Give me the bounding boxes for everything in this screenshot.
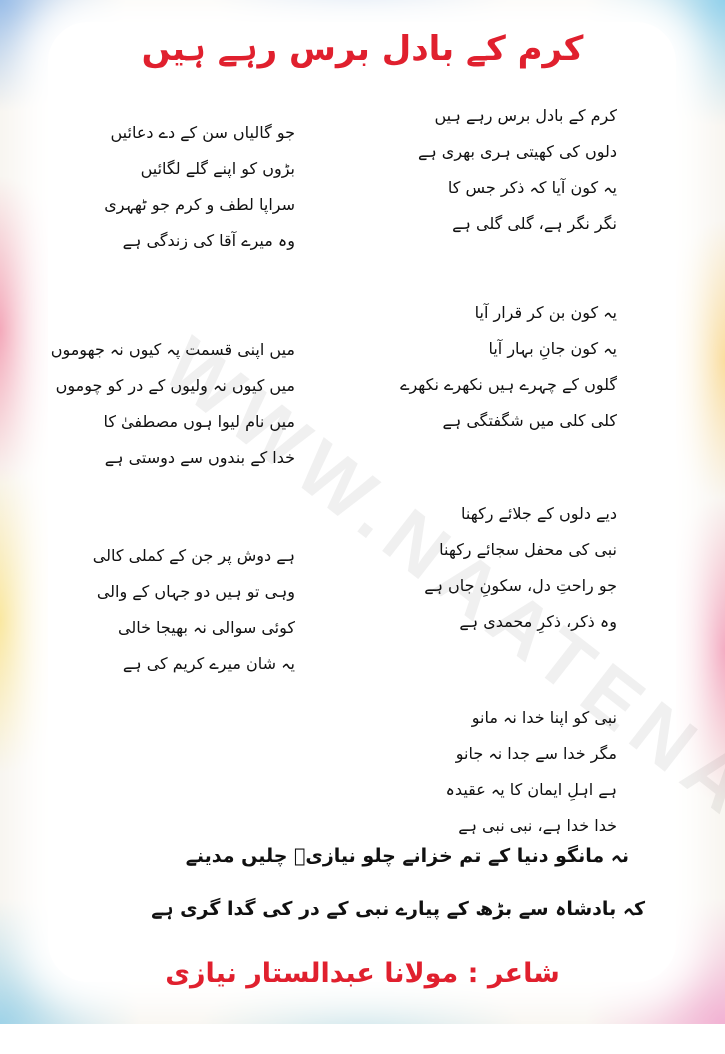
verse-line: نبی کو اپنا خدا نہ مانو	[471, 708, 617, 727]
verse-line: خدا کے بندوں سے دوستی ہے	[104, 448, 295, 467]
left-stanza-1	[104, 115, 295, 259]
verse-line: دلوں کی کھیتی ہری بھری ہے	[417, 142, 617, 161]
verse-line: میں کیوں نہ ولیوں کے در کو چوموں	[55, 376, 295, 395]
verse-line: ہے دوش پر جن کے کملی کالی	[92, 546, 295, 565]
verse-line: وہ میرے آقا کی زندگی ہے	[122, 231, 295, 250]
right-stanza-2	[400, 295, 617, 439]
right-stanza-3	[424, 496, 617, 640]
verse-line: وہی تو ہیں دو جہاں کے والی	[96, 582, 295, 601]
right-stanza-1	[418, 98, 617, 242]
right-stanza-4	[446, 700, 617, 844]
verse-line: یہ کون بن کر قرار آیا	[474, 303, 617, 322]
verse-line: یہ کون جانِ بہار آیا	[488, 339, 617, 358]
closing-line-2: کہ بادشاہ سے بڑھ کے پیارے نبی کے در کی گدا گری ہے	[151, 898, 645, 920]
verse-line: میں نام لیوا ہوں مصطفیٰ کا	[103, 412, 295, 431]
verse-line: کلی کلی میں شگفتگی ہے	[442, 411, 617, 430]
verse-line: ہے اہلِ ایمان کا یہ عقیدہ	[445, 780, 617, 799]
verse-line: بڑوں کو اپنے گلے لگائیں	[140, 159, 295, 178]
verse-line: یہ شان میرے کریم کی ہے	[122, 654, 295, 673]
verse-line: جو راحتِ دل، سکونِ جاں ہے	[424, 576, 617, 595]
verse-line: مگر خدا سے جدا نہ جانو	[455, 744, 617, 763]
verse-line: میں اپنی قسمت پہ کیوں نہ جھوموں	[50, 340, 295, 359]
closing-line-1: نہ مانگو دنیا کے تم خزانے چلو نیازیؔ چلیں مدینے	[185, 845, 629, 867]
verse-line: خدا خدا ہے، نبی نبی ہے	[458, 816, 617, 835]
left-stanza-2	[51, 332, 295, 476]
verse-line: جو گالیاں سن کے دے دعائیں	[110, 123, 295, 142]
verse-line: سراپا لطف و کرم جو ٹھہری	[104, 195, 295, 214]
verse-line: وہ ذکر، ذکرِ محمدی ہے	[459, 612, 617, 631]
verse-line: نبی کی محفل سجائے رکھنا	[439, 540, 617, 559]
verse-line: کرم کے بادل برس رہے ہیں	[434, 106, 617, 125]
poem-title: کرم کے بادل برس رہے ہیں	[141, 29, 584, 69]
left-stanza-3	[93, 538, 295, 682]
verse-line: نگر نگر ہے، گلی گلی ہے	[452, 214, 617, 233]
verse-line: گلوں کے چہرے ہیں نکھرے نکھرے	[400, 375, 617, 394]
verse-line: دیے دلوں کے جلائے رکھنا	[461, 504, 617, 523]
verse-line: یہ کون آیا کہ ذکر جس کا	[447, 178, 617, 197]
poet-credit: شاعر : مولانا عبدالستار نیازی	[165, 958, 560, 989]
verse-line: کوئی سوالی نہ بھیجا خالی	[117, 618, 295, 637]
